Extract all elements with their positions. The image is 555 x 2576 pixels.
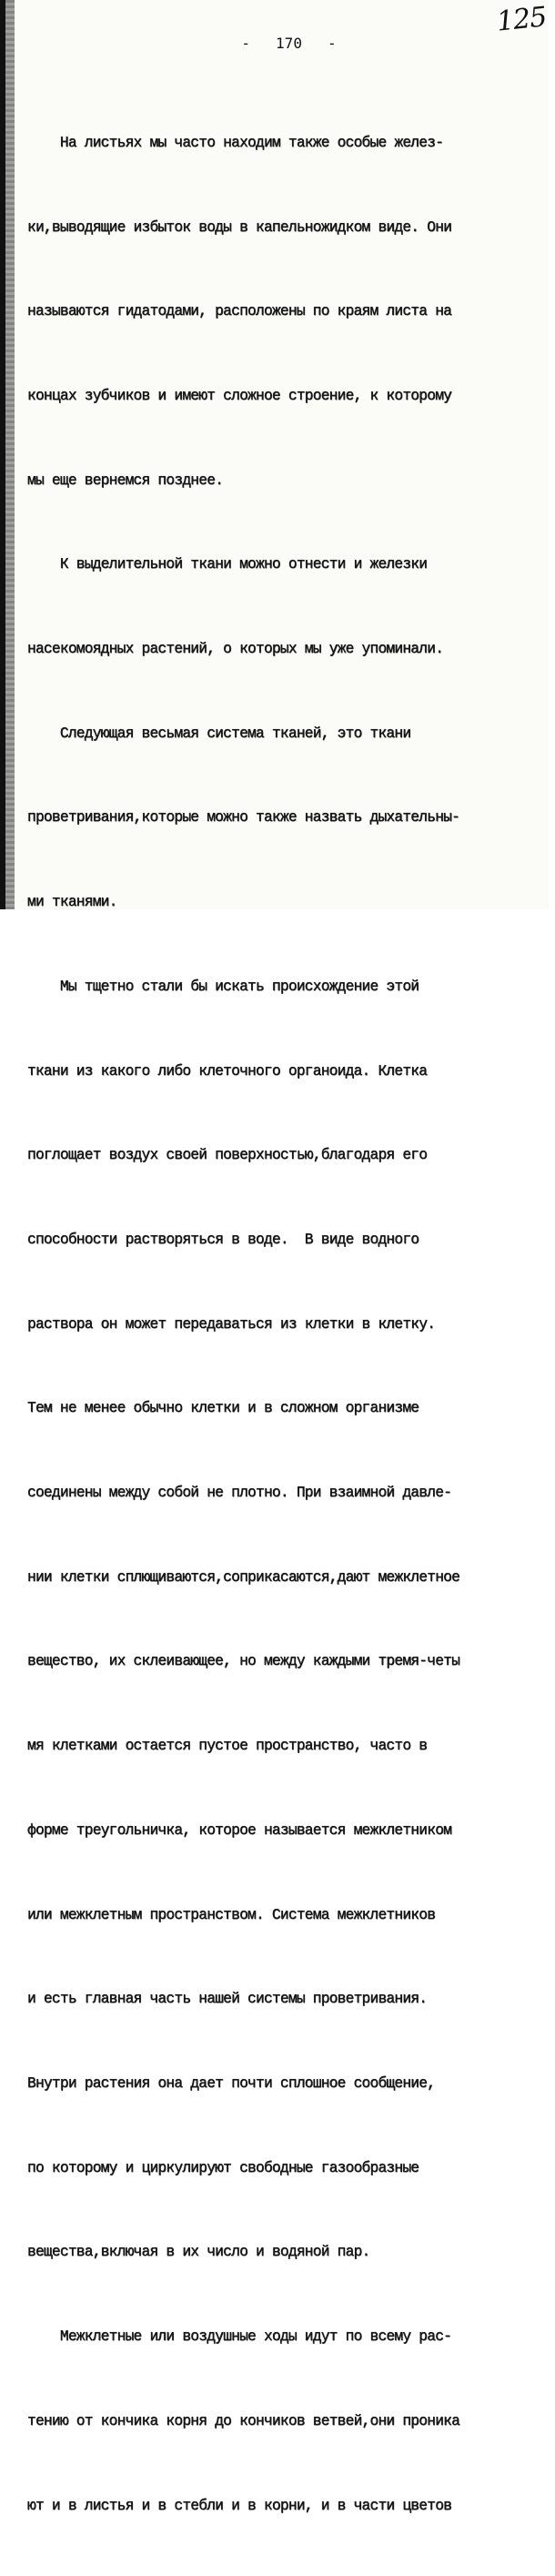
text-line: раствора он может передаваться из клетки в клетку.: [27, 1315, 436, 1333]
text-line: мы еще вернемся позднее.: [27, 472, 224, 489]
page-number-dash-right: -: [327, 35, 337, 52]
text-line: На листьях мы часто находим также особые желез-: [27, 134, 444, 151]
text-line: ткани из какого либо клеточного органоида. Клетка: [27, 1062, 428, 1080]
text-line: Внутри растения она дает почти сплошное сообщение,: [27, 2074, 436, 2092]
text-line: мя клетками остается пустое пространство, часто в: [27, 1738, 428, 1755]
archive-page-number: 125: [495, 1, 548, 38]
text-line: форме треугольничка, которое называется межклетником: [27, 1821, 452, 1839]
text-line: вещества,включая в их число и водяной пар.: [27, 2244, 370, 2261]
text-line: поглощает воздух своей поверхностью,благодаря его: [27, 1147, 428, 1164]
text-line: способности растворяться в воде. В виде водного: [27, 1231, 419, 1248]
text-line: нии клетки сплющиваются,соприкасаются,дают межклетное: [27, 1568, 460, 1586]
page-number: 170: [276, 35, 302, 52]
page-number-header: [5, 35, 554, 52]
text-line: Следующая весьмая система тканей, это ткани: [27, 725, 411, 742]
text-line: проветривания,которые можно также назвать дыхательны-: [27, 809, 460, 827]
text-line: Тем не менее обычно клетки и в сложном организме: [27, 1400, 419, 1417]
text-line: по которому и циркулируют свободные газообразные: [27, 2159, 419, 2176]
text-line: ки,выводящие избыток воды в капельножидком виде. Они: [27, 218, 452, 236]
page-number-dash-left: -: [241, 35, 251, 52]
text-line: вещество, их склеивающее, но между каждыми тремя-четы: [27, 1653, 460, 1670]
text-line: концах зубчиков и имеют сложное строение, к которому: [27, 387, 452, 404]
text-line: тению от кончика корня до кончиков ветвей,они проника: [27, 2412, 460, 2429]
typewritten-body: [27, 73, 555, 2576]
text-line: насекомоядных растений, о которых мы уже упоминали.: [27, 641, 444, 658]
text-line: К выделительной ткани можно отнести и железки: [27, 556, 428, 573]
text-line: и есть главная часть нашей системы проветривания.: [27, 1991, 428, 2008]
text-line: соединены между собой не плотно. При взаимной давле-: [27, 1485, 452, 1502]
text-line: Межклетные или воздушные ходы идут по всему рас-: [27, 2328, 452, 2346]
text-line: ми тканями.: [27, 894, 117, 911]
scan-edge-shadow: [5, 0, 15, 909]
text-line: Мы тщетно стали бы искать происхождение этой: [27, 978, 419, 995]
text-line: ют и в листья и в стебли и в корни, и в части цветов: [27, 2497, 452, 2514]
text-line: называются гидатодами, расположены по краям листа на: [27, 303, 452, 320]
text-line: или межклетным пространством. Система межклетников: [27, 1906, 436, 1923]
